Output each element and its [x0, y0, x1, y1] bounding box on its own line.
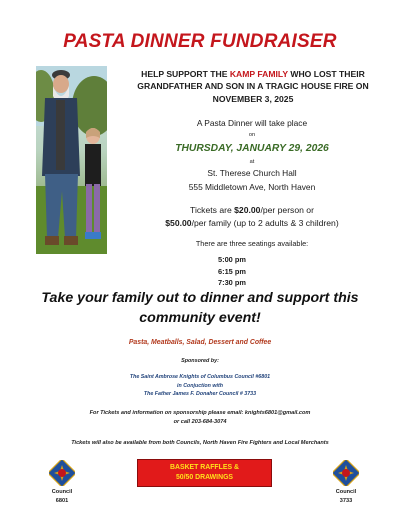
council-label-left — [42, 488, 82, 506]
event-at: at — [249, 159, 255, 165]
event-on: on — [248, 132, 256, 138]
event-venue: St. Therese Church Hall — [207, 168, 297, 178]
seating-time: 7:30 pm — [218, 278, 246, 287]
council-number: 6801 — [55, 498, 69, 504]
seating-time: 5:00 pm — [218, 255, 246, 264]
contact-line-2: or call 203-684-3074 — [173, 419, 227, 426]
headline-part2: WHO LOST THEIR GRANDFATHER AND SON IN A TRAGIC HOUSE FIRE ON NOVEMBER 3, 2025 — [137, 69, 369, 104]
ticket-line-2 — [120, 217, 384, 230]
headline-part1: HELP SUPPORT THE — [141, 69, 230, 79]
council-3733-emblem — [333, 460, 359, 491]
tagline-line-2: community event! — [139, 310, 261, 326]
ticket-availability: Tickets will also be available from both Councils, North Haven Fire Fighters and Local Merchants — [71, 440, 329, 446]
page-title: PASTA DINNER FUNDRAISER — [63, 31, 337, 52]
raffle-line-2: 50/50 DRAWINGS — [175, 474, 234, 481]
council-word: Council — [335, 489, 357, 495]
contact-line-1: For Tickets and information on sponsorship please email: knights6801@gmail.com — [89, 410, 311, 416]
family-photo — [36, 66, 107, 254]
event-address: 555 Middletown Ave, North Haven — [188, 182, 316, 192]
event-intro: A Pasta Dinner will take place — [196, 118, 308, 128]
sponsor-details — [0, 373, 400, 399]
contact-info — [0, 409, 400, 428]
ticket-line-1-post: /per person or — [260, 205, 314, 215]
council-number: 3733 — [339, 498, 353, 504]
price-per-family: $50.00 — [165, 217, 192, 228]
council-label-right — [326, 488, 366, 506]
seatings-intro: There are three seatings available: — [195, 239, 309, 248]
ticket-line-2-post: /per family (up to 2 adults & 3 children) — [191, 217, 339, 228]
raffle-line-1: BASKET RAFFLES & — [170, 464, 239, 471]
tagline-line-1: Take your family out to dinner and support this — [41, 290, 359, 306]
knights-of-columbus-emblem-icon — [333, 460, 359, 486]
council-6801-emblem — [49, 460, 75, 491]
council-word: Council — [51, 489, 73, 495]
headline-family-name: KAMP FAMILY — [229, 69, 288, 79]
raffle-banner — [137, 459, 272, 487]
ticket-line-1 — [120, 204, 384, 217]
knights-of-columbus-emblem-icon — [49, 460, 75, 486]
sponsor-line-2: in Conjuction with — [177, 382, 223, 389]
sponsor-line-3: The Father James F. Donaher Council # 3733 — [143, 391, 257, 398]
sponsor-line-1: The Saint Ambrose Knights of Columbus Council #6801 — [129, 374, 271, 380]
sponsored-by-label: Sponsored by: — [181, 358, 219, 364]
price-per-person: $20.00 — [234, 205, 261, 215]
seating-time: 6:15 pm — [218, 266, 246, 276]
ticket-prices — [120, 204, 384, 229]
ticket-line-1-pre: Tickets are — [190, 205, 235, 215]
headline — [122, 68, 384, 105]
event-date: THURSDAY, JANUARY 29, 2026 — [175, 143, 329, 154]
menu-items: Pasta, Meatballs, Salad, Dessert and Coffee — [128, 339, 272, 346]
family-photo-illustration — [36, 66, 107, 254]
seating-times — [218, 254, 246, 289]
